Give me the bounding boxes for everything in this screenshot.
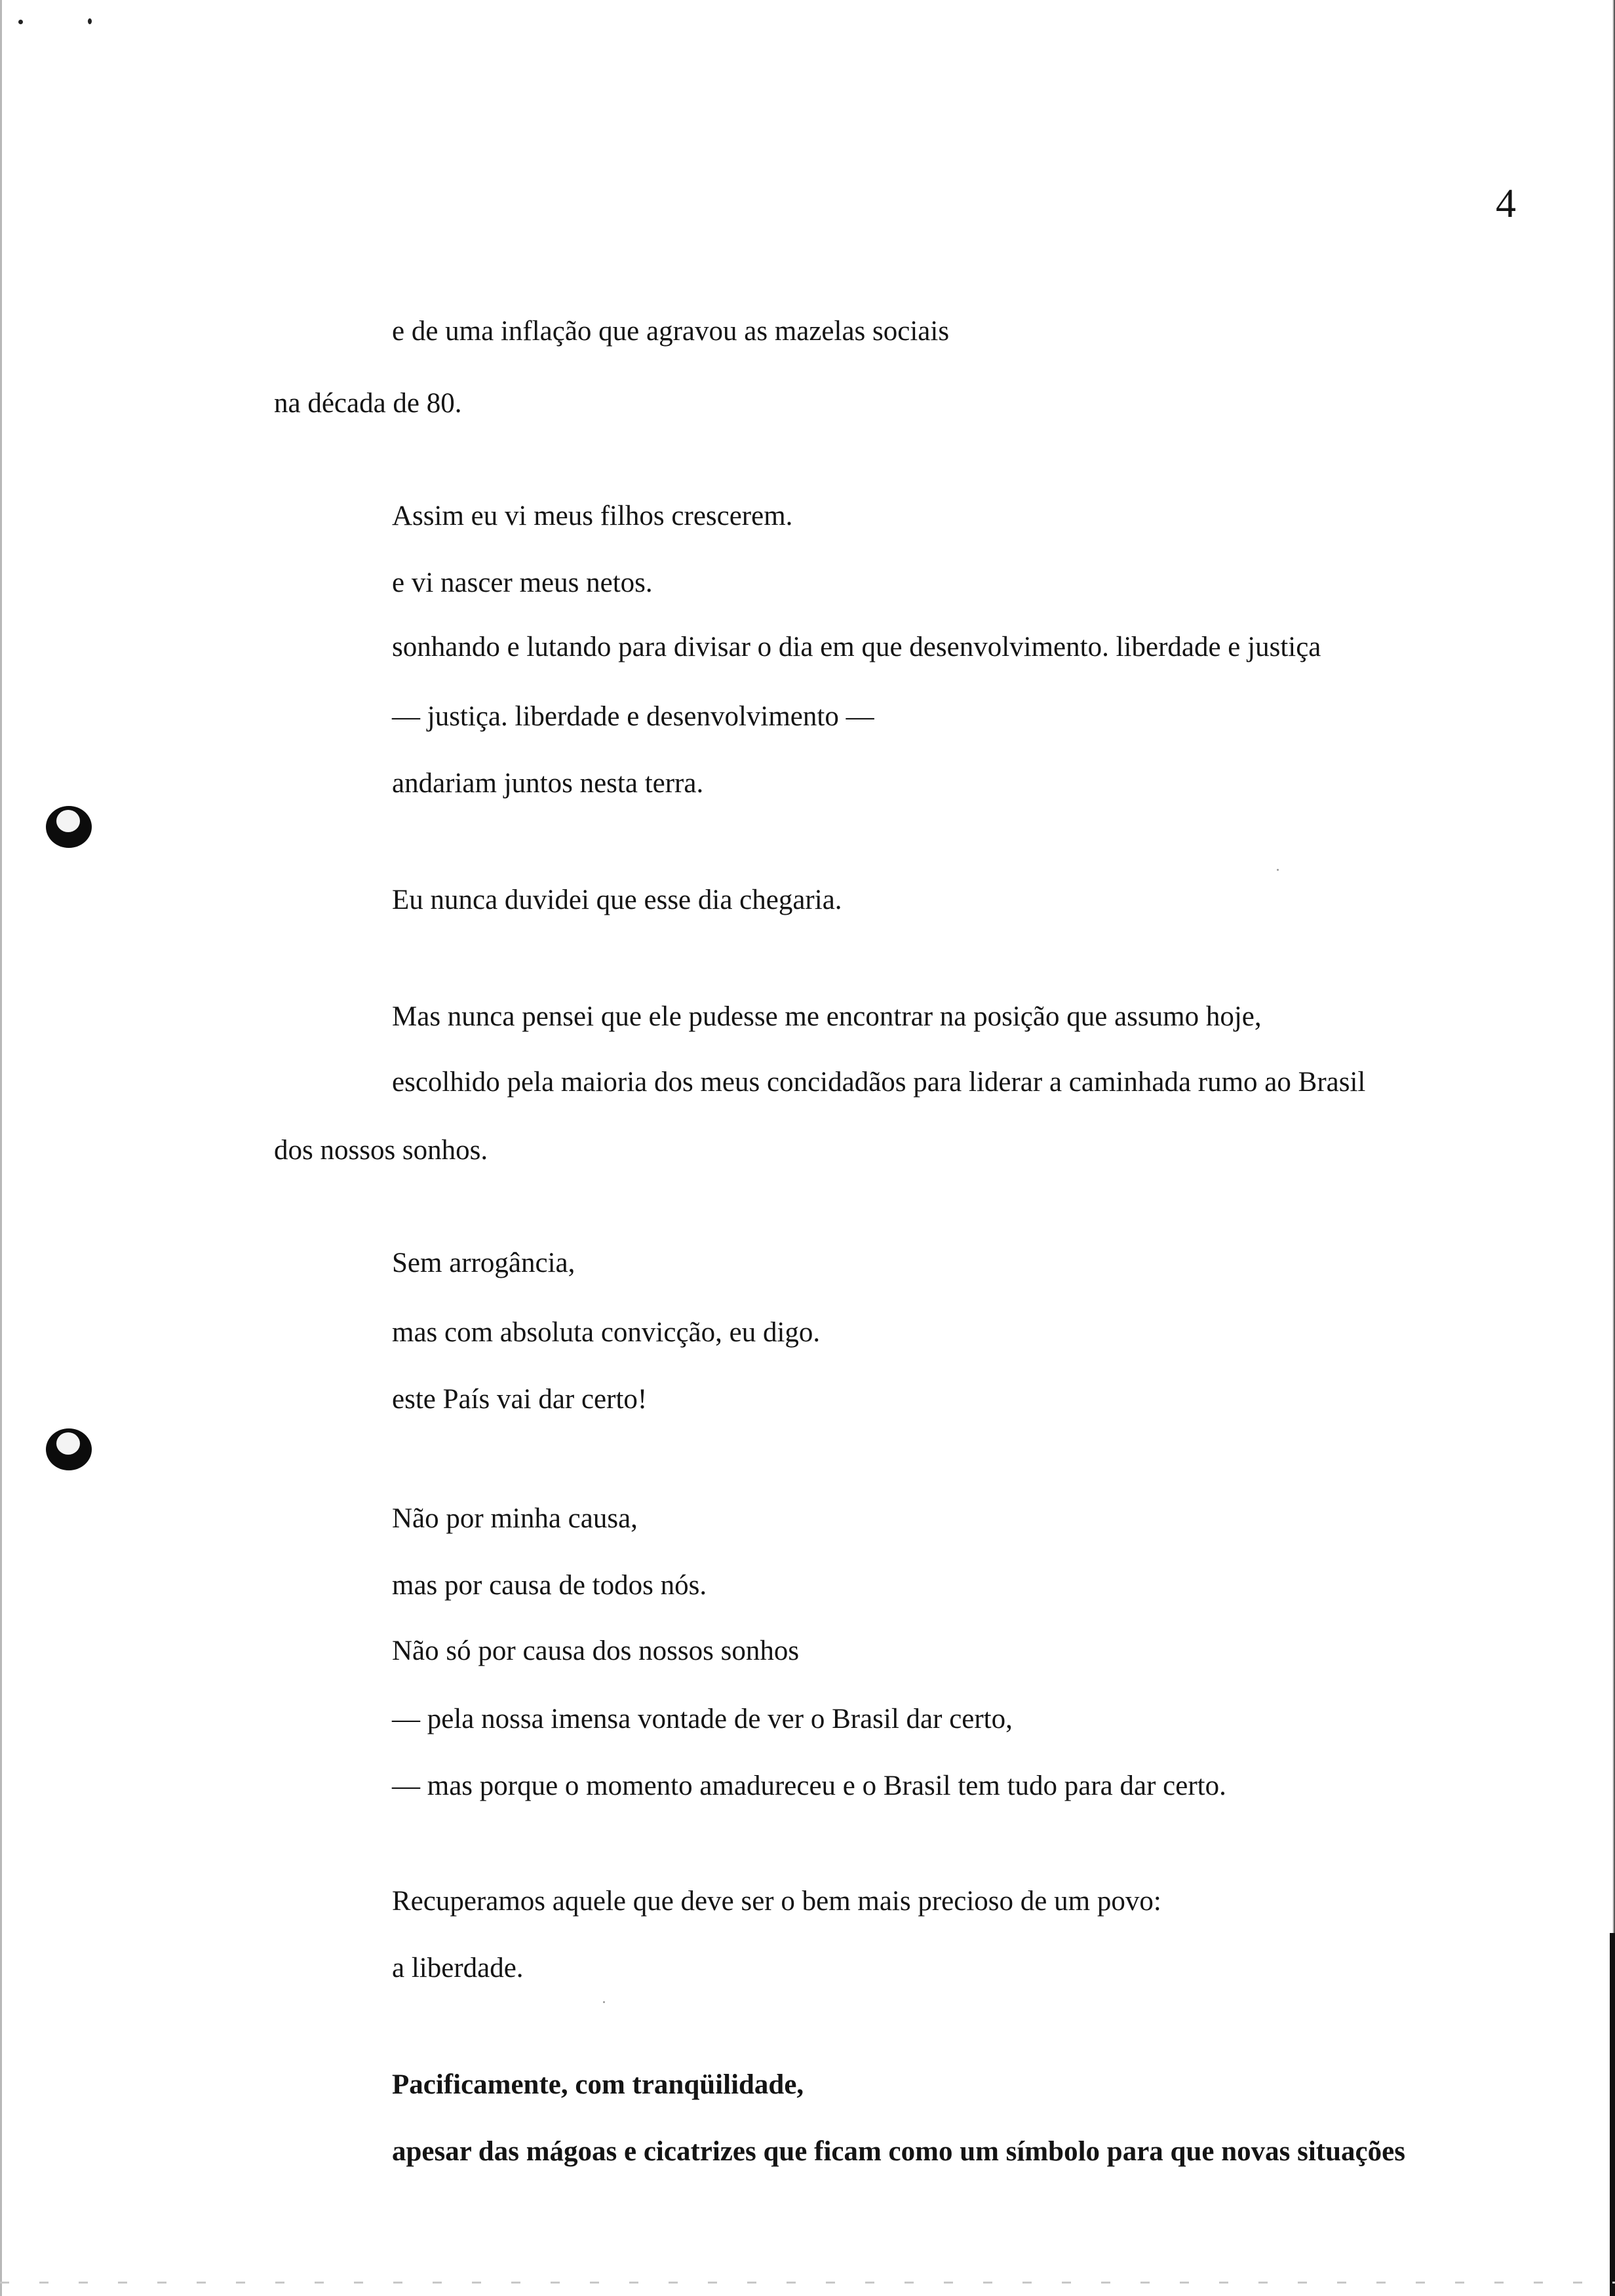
text-line: Eu nunca duvidei que esse dia chegaria.: [392, 885, 842, 915]
text-line: — mas porque o momento amadureceu e o Brasil tem tudo para dar certo.: [392, 1770, 1226, 1801]
text-line: mas por causa de todos nós.: [392, 1570, 707, 1601]
text-line: este País vai dar certo!: [392, 1384, 648, 1415]
text-line: apesar das mágoas e cicatrizes que ficam como um símbolo para que novas situações: [392, 2136, 1405, 2167]
text-line: Assim eu vi meus filhos crescerem.: [392, 501, 793, 531]
text-line: Não por minha causa,: [392, 1503, 638, 1534]
text-line: mas com absoluta convicção, eu digo.: [392, 1317, 821, 1348]
scan-speck: [1277, 869, 1279, 871]
scan-speck: [18, 20, 23, 24]
text-line: escolhido pela maioria dos meus concidadãos para liderar a caminhada rumo ao Brasil: [392, 1067, 1366, 1098]
scan-left-edge: [0, 0, 2, 2296]
scan-right-edge-shadow: [1610, 1933, 1615, 2296]
scan-speck: [603, 2001, 605, 2003]
text-line: a liberdade.: [392, 1953, 524, 1983]
text-line: e de uma inflação que agravou as mazelas sociais: [392, 316, 950, 347]
text-line: Sem arrogância,: [392, 1248, 575, 1278]
text-line: Recuperamos aquele que deve ser o bem mais precioso de um povo:: [392, 1886, 1161, 1917]
punch-hole-icon: [46, 806, 92, 848]
text-line: — pela nossa imensa vontade de ver o Brasil dar certo,: [392, 1704, 1013, 1734]
text-line: sonhando e lutando para divisar o dia em que desenvolvimento. liberdade e justiça: [392, 632, 1321, 662]
text-line: Não só por causa dos nossos sonhos: [392, 1636, 800, 1666]
text-line: — justiça. liberdade e desenvolvimento —: [392, 701, 874, 732]
text-line: na década de 80.: [274, 388, 462, 419]
text-line: Pacificamente, com tranqüilidade,: [392, 2069, 804, 2100]
page-number: 4: [1496, 182, 1516, 226]
scan-speck: [88, 18, 92, 24]
text-line: dos nossos sonhos.: [274, 1135, 488, 1166]
text-line: e vi nascer meus netos.: [392, 567, 653, 598]
text-line: andariam juntos nesta terra.: [392, 768, 704, 799]
punch-hole-icon: [46, 1428, 92, 1470]
scan-bottom-edge: [0, 2282, 1615, 2284]
text-line: Mas nunca pensei que ele pudesse me encontrar na posição que assumo hoje,: [392, 1001, 1262, 1032]
